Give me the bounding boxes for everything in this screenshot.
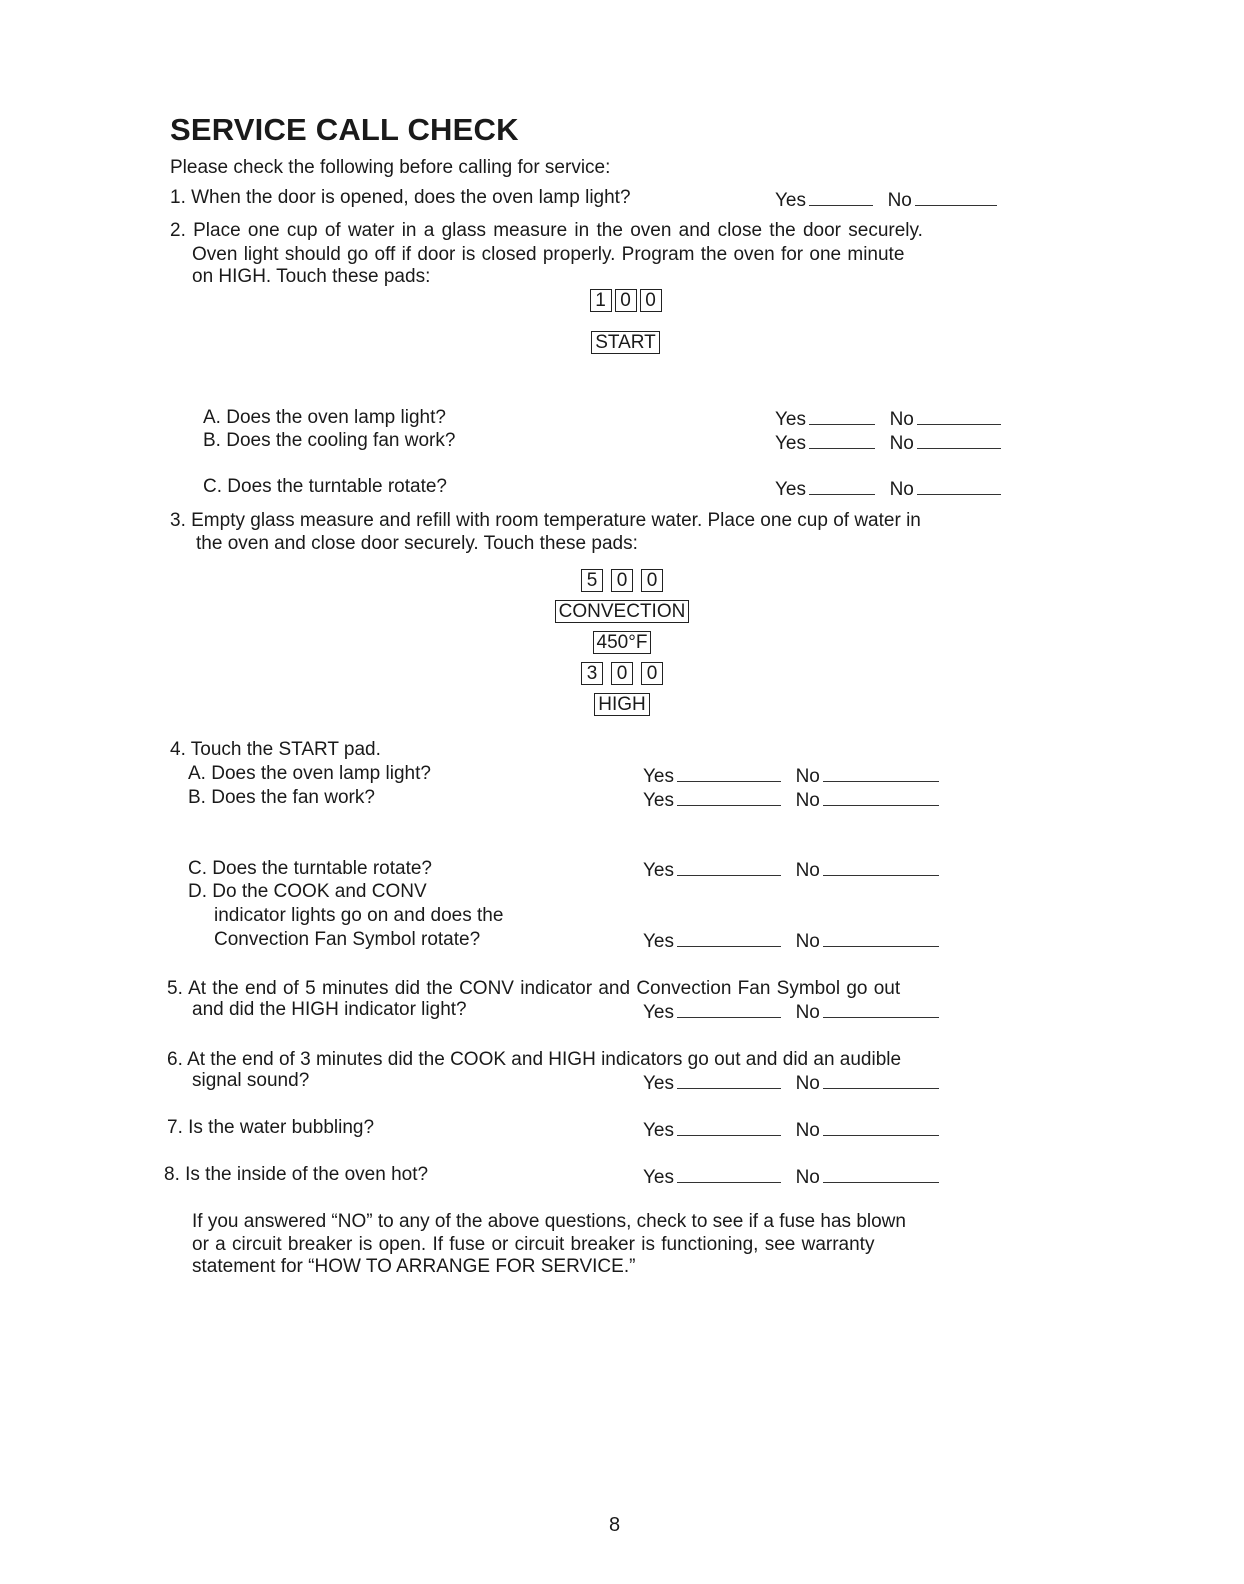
yes-label: Yes bbox=[775, 190, 806, 211]
pad-digit[interactable]: 0 bbox=[611, 662, 633, 685]
item4-check-d-answer bbox=[643, 931, 943, 953]
item6-line1: 6. At the end of 3 minutes did the COOK and HIGH indicators go out and did an audible bbox=[167, 1049, 902, 1070]
item2-check-c: C. Does the turntable rotate? bbox=[203, 476, 447, 497]
no-blank[interactable] bbox=[917, 480, 1001, 495]
yes-blank[interactable] bbox=[677, 767, 781, 782]
yes-blank[interactable] bbox=[809, 480, 875, 495]
item3-line2: the oven and close door securely. Touch these pads: bbox=[196, 533, 638, 554]
yes-label: Yes bbox=[643, 1120, 674, 1141]
item2-check-b: B. Does the cooling fan work? bbox=[203, 430, 456, 451]
item4-check-b-answer bbox=[643, 790, 943, 812]
item6-line2: signal sound? bbox=[192, 1070, 310, 1091]
no-label: No bbox=[795, 931, 820, 952]
item8-answer bbox=[643, 1167, 943, 1189]
pad-digit[interactable]: 0 bbox=[615, 289, 637, 312]
yes-label: Yes bbox=[775, 409, 806, 430]
yes-blank[interactable] bbox=[677, 791, 781, 806]
item3-digit-pads-2 bbox=[0, 662, 1244, 685]
item2-start-pad-row bbox=[0, 331, 1244, 354]
item3-line1: 3. Empty glass measure and refill with room temperature water. Place one cup of water in bbox=[170, 510, 921, 531]
yes-blank[interactable] bbox=[677, 932, 781, 947]
pad-digit[interactable]: 0 bbox=[641, 569, 663, 592]
yes-blank[interactable] bbox=[677, 1074, 781, 1089]
item4-check-d-line3: Convection Fan Symbol rotate? bbox=[214, 929, 481, 950]
item2-check-a: A. Does the oven lamp light? bbox=[203, 407, 446, 428]
pad-temperature[interactable]: 450°F bbox=[593, 631, 652, 654]
no-label: No bbox=[795, 1120, 820, 1141]
item4-check-d-line1: D. Do the COOK and CONV bbox=[188, 881, 427, 902]
no-blank[interactable] bbox=[823, 1168, 939, 1183]
no-blank[interactable] bbox=[823, 767, 939, 782]
item4-check-d-line2: indicator lights go on and does the bbox=[214, 905, 504, 926]
no-label: No bbox=[795, 1002, 820, 1023]
no-label: No bbox=[887, 190, 912, 211]
no-label: No bbox=[795, 766, 820, 787]
no-label: No bbox=[795, 860, 820, 881]
item2-line3: on HIGH. Touch these pads: bbox=[192, 266, 431, 287]
pad-high[interactable]: HIGH bbox=[594, 693, 650, 716]
item2-check-b-answer bbox=[775, 433, 1005, 455]
yes-label: Yes bbox=[643, 1002, 674, 1023]
no-label: No bbox=[795, 1073, 820, 1094]
yes-blank[interactable] bbox=[677, 1003, 781, 1018]
pad-convection[interactable]: CONVECTION bbox=[555, 600, 690, 623]
pad-digit[interactable]: 1 bbox=[590, 289, 612, 312]
no-blank[interactable] bbox=[915, 191, 997, 206]
no-label: No bbox=[889, 409, 914, 430]
yes-blank[interactable] bbox=[809, 434, 875, 449]
item4-text: 4. Touch the START pad. bbox=[170, 739, 381, 760]
page-number: 8 bbox=[609, 1514, 621, 1536]
yes-label: Yes bbox=[643, 766, 674, 787]
yes-label: Yes bbox=[643, 1073, 674, 1094]
no-blank[interactable] bbox=[823, 1003, 939, 1018]
no-blank[interactable] bbox=[917, 434, 1001, 449]
item5-line1: 5. At the end of 5 minutes did the CONV indicator and Convection Fan Symbol go out bbox=[167, 978, 901, 999]
item4-check-c-answer bbox=[643, 860, 943, 882]
closing-line3: statement for “HOW TO ARRANGE FOR SERVICE.” bbox=[192, 1256, 636, 1277]
no-blank[interactable] bbox=[823, 1121, 939, 1136]
yes-label: Yes bbox=[643, 931, 674, 952]
item3-temp-row bbox=[0, 631, 1244, 654]
no-label: No bbox=[795, 790, 820, 811]
closing-line2: or a circuit breaker is open. If fuse or circuit breaker is functioning, see warranty bbox=[192, 1234, 875, 1255]
item7-answer bbox=[643, 1120, 943, 1142]
no-label: No bbox=[795, 1167, 820, 1188]
yes-label: Yes bbox=[643, 1167, 674, 1188]
pad-digit[interactable]: 0 bbox=[611, 569, 633, 592]
page-title: SERVICE CALL CHECK bbox=[170, 112, 519, 147]
yes-label: Yes bbox=[643, 860, 674, 881]
pad-digit[interactable]: 0 bbox=[640, 289, 662, 312]
item2-check-c-answer bbox=[775, 479, 1005, 501]
pad-digit[interactable]: 5 bbox=[581, 569, 603, 592]
item2-line1: 2. Place one cup of water in a glass measure in the oven and close the door securely. bbox=[170, 220, 923, 241]
yes-label: Yes bbox=[775, 479, 806, 500]
item2-digit-pads bbox=[0, 289, 1244, 312]
item3-convection-row bbox=[0, 600, 1244, 623]
no-blank[interactable] bbox=[823, 791, 939, 806]
item4-check-a: A. Does the oven lamp light? bbox=[188, 763, 431, 784]
item6-answer bbox=[643, 1073, 943, 1095]
item8-text: 8. Is the inside of the oven hot? bbox=[164, 1164, 429, 1185]
yes-blank[interactable] bbox=[677, 1121, 781, 1136]
item7-text: 7. Is the water bubbling? bbox=[167, 1117, 375, 1138]
yes-blank[interactable] bbox=[809, 191, 873, 206]
pad-start[interactable]: START bbox=[591, 331, 660, 354]
item3-high-row bbox=[0, 693, 1244, 716]
no-label: No bbox=[889, 479, 914, 500]
yes-blank[interactable] bbox=[677, 1168, 781, 1183]
item1-text: 1. When the door is opened, does the oven lamp light? bbox=[170, 187, 631, 208]
item2-check-a-answer bbox=[775, 409, 1005, 431]
no-blank[interactable] bbox=[917, 410, 1001, 425]
pad-digit[interactable]: 0 bbox=[641, 662, 663, 685]
item4-check-c: C. Does the turntable rotate? bbox=[188, 858, 432, 879]
yes-label: Yes bbox=[775, 433, 806, 454]
item4-check-b: B. Does the fan work? bbox=[188, 787, 375, 808]
pad-digit[interactable]: 3 bbox=[581, 662, 603, 685]
item1-answer bbox=[775, 190, 1001, 212]
closing-line1: If you answered “NO” to any of the above questions, check to see if a fuse has blown bbox=[192, 1211, 906, 1232]
no-blank[interactable] bbox=[823, 1074, 939, 1089]
no-label: No bbox=[889, 433, 914, 454]
no-blank[interactable] bbox=[823, 861, 939, 876]
yes-label: Yes bbox=[643, 790, 674, 811]
item5-line2: and did the HIGH indicator light? bbox=[192, 999, 467, 1020]
yes-blank[interactable] bbox=[809, 410, 875, 425]
item3-digit-pads-1 bbox=[0, 569, 1244, 592]
intro-text: Please check the following before calling for service: bbox=[170, 157, 611, 178]
item5-answer bbox=[643, 1002, 943, 1024]
item2-line2: Oven light should go off if door is closed properly. Program the oven for one minute bbox=[192, 244, 905, 265]
no-blank[interactable] bbox=[823, 932, 939, 947]
yes-blank[interactable] bbox=[677, 861, 781, 876]
item4-check-a-answer bbox=[643, 766, 943, 788]
